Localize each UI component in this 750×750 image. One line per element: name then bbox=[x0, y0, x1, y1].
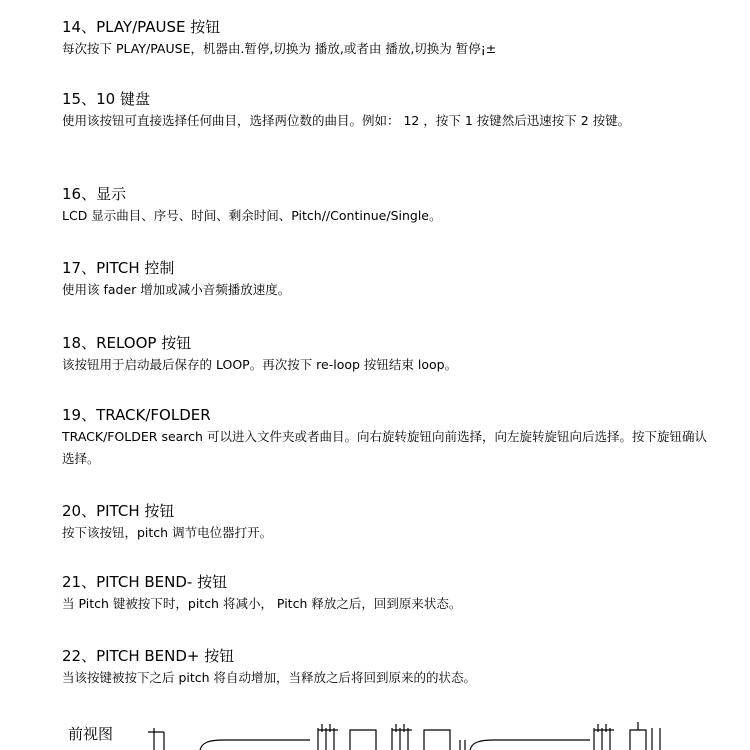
section-body: TRACK/FOLDER search 可以进入文件夹或者曲目。向右旋转旋钮向前选择，向左旋转旋钮向后选择。按下旋钮确认选择。 bbox=[62, 429, 707, 466]
front-view-label: 前视图 bbox=[68, 725, 114, 743]
section-14-play-pause bbox=[62, 17, 712, 60]
section-heading: 16、显示 bbox=[62, 185, 127, 203]
section-body: 使用该按钮可直接选择任何曲目，选择两位数的曲目。例如： 12 ，按下 1 按键然后迅速按下 2 按键。 bbox=[62, 113, 631, 128]
section-body: 按下该按钮，pitch 调节电位器打开。 bbox=[62, 525, 273, 540]
section-heading: 14、PLAY/PAUSE 按钮 bbox=[62, 18, 221, 36]
section-body: LCD 显示曲目、序号、时间、剩余时间、Pitch//Continue/Single。 bbox=[62, 208, 442, 223]
section-heading: 21、PITCH BEND- 按钮 bbox=[62, 573, 228, 591]
section-22-pitch-bend-plus bbox=[62, 646, 712, 689]
section-15-keypad bbox=[62, 89, 712, 132]
section-19-track-folder bbox=[62, 405, 712, 470]
section-20-pitch-button bbox=[62, 501, 712, 544]
section-heading: 20、PITCH 按钮 bbox=[62, 502, 175, 520]
section-heading: 22、PITCH BEND+ 按钮 bbox=[62, 647, 235, 665]
front-view-drawing bbox=[140, 718, 670, 750]
section-18-reloop bbox=[62, 333, 712, 376]
section-body: 每次按下 PLAY/PAUSE，机器由.暂停,切换为 播放,或者由 播放,切换为 暂停¡± bbox=[62, 41, 497, 56]
section-heading: 15、10 键盘 bbox=[62, 90, 150, 108]
section-heading: 19、TRACK/FOLDER bbox=[62, 406, 211, 424]
section-body: 当该按键被按下之后 pitch 将自动增加，当释放之后将回到原来的的状态。 bbox=[62, 670, 477, 685]
section-heading: 18、RELOOP 按钮 bbox=[62, 334, 192, 352]
section-16-display bbox=[62, 184, 712, 227]
section-body: 该按钮用于启动最后保存的 LOOP。再次按下 re-loop 按钮结束 loop。 bbox=[62, 357, 458, 372]
section-heading: 17、PITCH 控制 bbox=[62, 259, 175, 277]
section-body: 当 Pitch 键被按下时，pitch 将减小， Pitch 释放之后，回到原来状态。 bbox=[62, 596, 462, 611]
section-17-pitch-control bbox=[62, 258, 712, 301]
section-21-pitch-bend-minus bbox=[62, 572, 712, 615]
section-body: 使用该 fader 增加或减小音频播放速度。 bbox=[62, 282, 291, 297]
